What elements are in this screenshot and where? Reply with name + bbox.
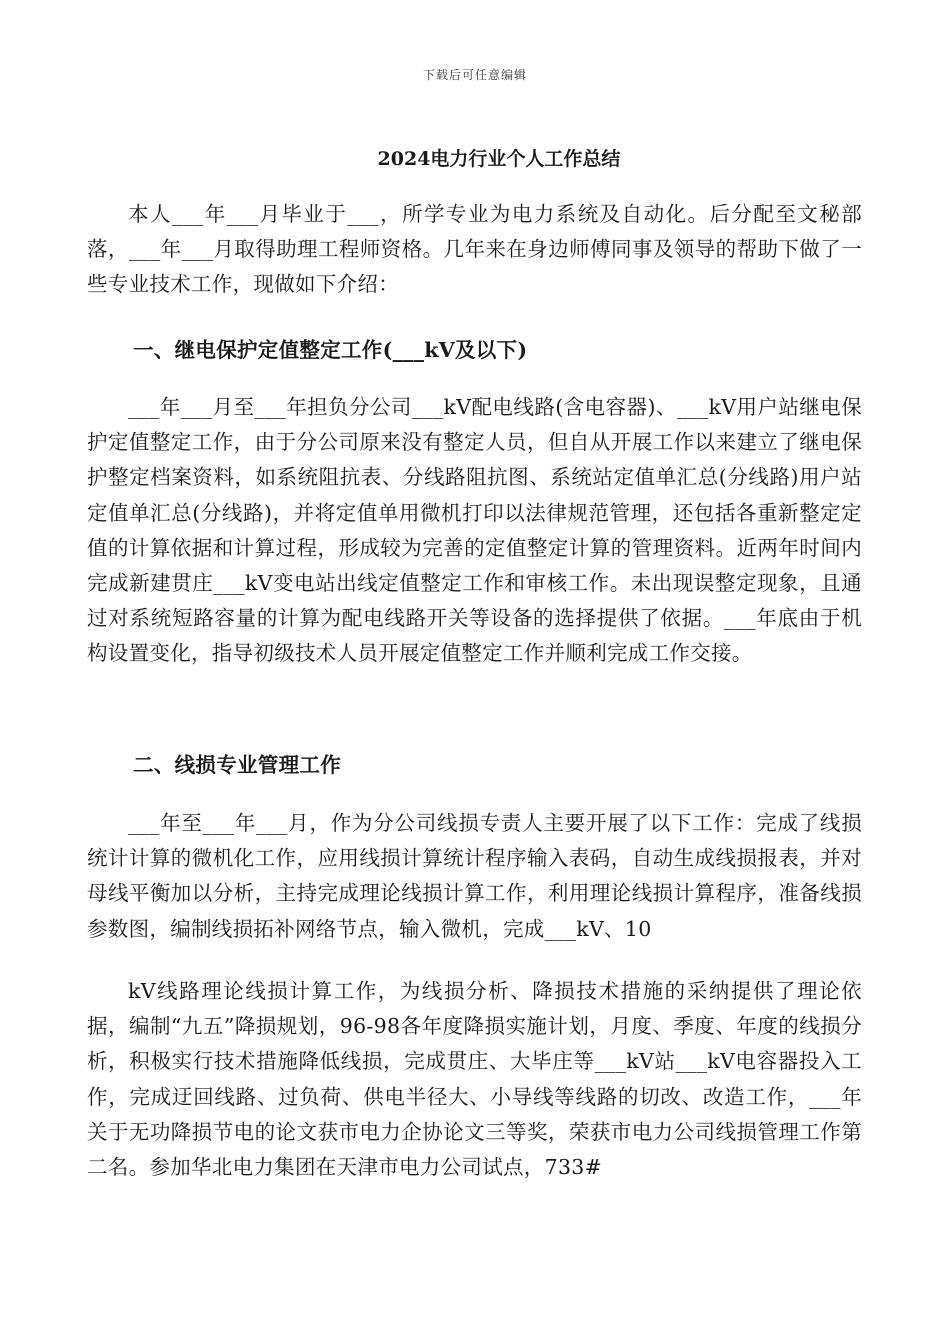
paragraph-line-loss: ___年至___年___月，作为分公司线损专责人主要开展了以下工作：完成了线损统计计算的微机化工作，应用线损计算统计程序输入表码，自动生成线损报表，并对母线平衡加以分析，主持完成理论线损计算工作，利用理论线损计算程序，准备线损参数图，编制线损拓补网络节点，输入微机，完成___kV、10 xyxy=(87,811,862,941)
section-heading-line-loss: 二、线损专业管理工作 xyxy=(133,753,341,777)
section-heading-relay-protection: 一、继电保护定值整定工作(___kV及以下) xyxy=(133,338,528,362)
document-title: 2024电力行业个人工作总结 xyxy=(377,148,621,170)
paragraph-relay-protection: ___年___月至___年担负分公司___kV配电线路(含电容器)、___kV用户站继电保护定值整定工作，由于分公司原来没有整定人员，但自从开展工作以来建立了继电保护整定档案资料，如系统阻抗表、分线路阻抗图、系统站定值单汇总(分线路)用户站定值单汇总(分线路)，并将定值单用微机打印以法律规范管理，还包括各重新整定定值的计算依据和计算过程，形成较为完善的定值整定计算的管理资料。近两年时间内完成新建贯庄___kV变电站出线定值整定工作和审核工作。未出现误整定现象，且通过对系统短路容量的计算为配电线路开关等设备的选择提供了依据。___年底由于机构设置变化，指导初级技术人员开展定值整定工作并顺利完成工作交接。 xyxy=(87,395,862,666)
paragraph-line-loss-continued: kV线路理论线损计算工作，为线损分析、降损技术措施的采纳提供了理论依据，编制“九五”降损规划，96-98各年度降损实施计划，月度、季度、年度的线损分析，积极实行技术措施降低线损，完成贯庄、大毕庄等___kV站___kV电容器投入工作，完成迂回线路、过负荷、供电半径大、小导线等线路的切改、改造工作，___年关于无功降损节电的论文获市电力企协论文三等奖，荣获市电力公司线损管理工作第二名。参加华北电力集团在天津市电力公司试点，733# xyxy=(87,979,862,1180)
paragraph-intro: 本人___年___月毕业于___，所学专业为电力系统及自动化。后分配至文秘部落，___年___月取得助理工程师资格。几年来在身边师傅同事及领导的帮助下做了一些专业技术工作，现做如下介绍： xyxy=(87,202,862,297)
header-note: 下载后可任意编辑 xyxy=(422,68,527,82)
